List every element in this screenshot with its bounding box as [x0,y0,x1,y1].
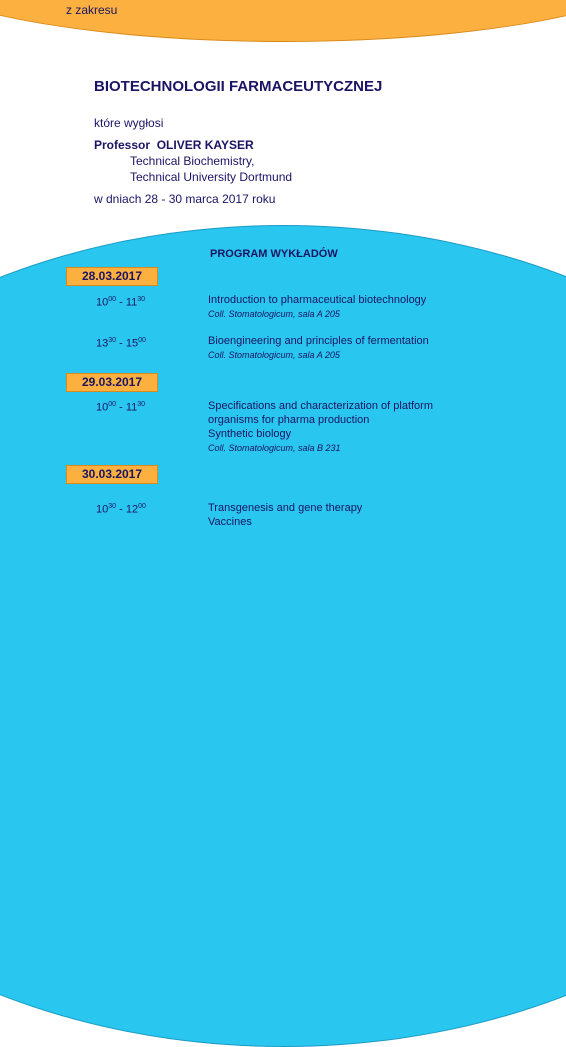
session-topic: Synthetic biology [208,428,292,440]
session-time: $13^{30} - 15^{00}$ [96,337,146,350]
session-topic: Introduction to pharmaceutical biotechnology [208,294,427,306]
speaker-affiliation-2: Technical University Dortmund [130,170,293,184]
session-venue: Coll. Stomatologicum, sala B 231 [208,443,341,453]
speaker-name: OLIVER KAYSER [156,138,254,152]
session-topic: Transgenesis and gene therapy [208,502,363,514]
day-date-box: 28.03.2017 [66,267,158,286]
speaker-affiliation-1: Technical Biochemistry, [130,154,255,168]
day-date-box: 29.03.2017 [66,373,158,392]
session-topic: organisms for pharma production [208,414,370,426]
session-time: $10^{00} - 11^{30}$ [96,401,146,414]
session-topic: Bioengineering and principles of fermentation [208,335,429,347]
session-topic: Vaccines [208,516,252,528]
program-title: PROGRAM WYKŁADÓW [210,248,338,260]
session-time: $10^{00} - 11^{30}$ [96,296,146,309]
intro-text: które wygłosi [94,116,164,130]
session-venue: Coll. Stomatologicum, sala A 205 [208,350,340,360]
session-venue: Coll. Stomatologicum, sala A 205 [208,309,340,319]
document-title: BIOTECHNOLOGII FARMACEUTYCZNEJ [94,78,383,95]
program-panel [0,225,566,1047]
speaker-line [94,138,254,152]
day-date-box: 30.03.2017 [66,465,158,484]
speaker-label: Professor [94,138,151,152]
session-time: $10^{30} - 12^{00}$ [96,503,146,516]
session-topic: Specifications and characterization of platform [208,400,434,412]
banner-text: z zakresu [66,3,118,17]
dates-line: w dniach 28 - 30 marca 2017 roku [94,192,276,206]
